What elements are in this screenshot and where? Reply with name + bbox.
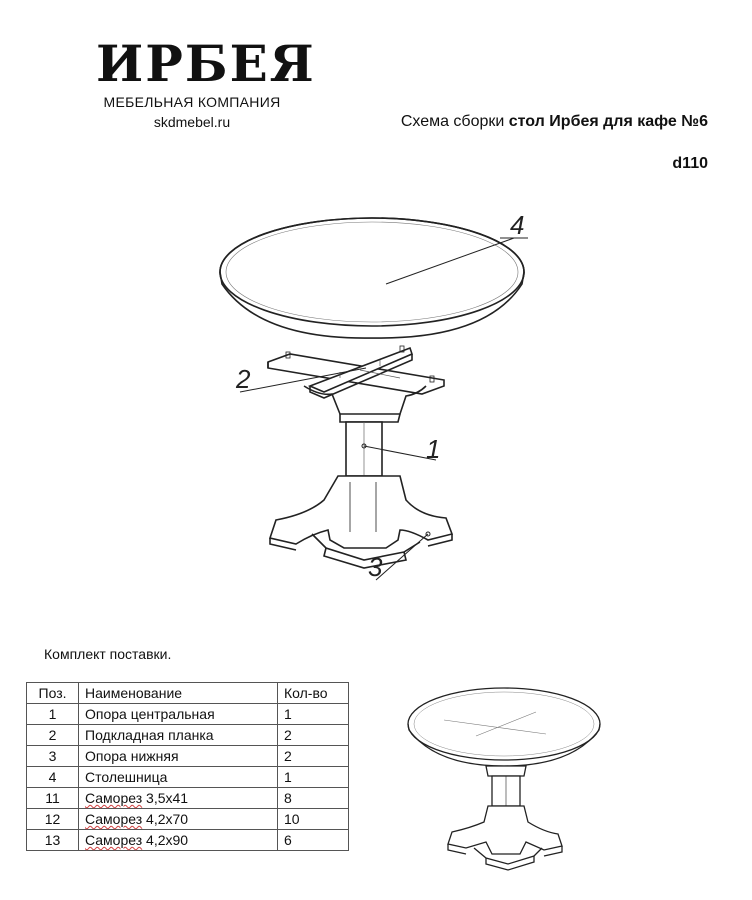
callout-2: 2 [236, 364, 251, 394]
table-row [27, 725, 349, 746]
cell-name [79, 809, 278, 830]
cell-name: Столешница [79, 767, 278, 788]
assembled-table-preview [396, 680, 616, 880]
cell-qty: 2 [278, 746, 349, 767]
table-row [27, 767, 349, 788]
cell-pos: 13 [27, 830, 79, 851]
cell-pos: 1 [27, 704, 79, 725]
base-part [270, 476, 452, 568]
cell-name [79, 788, 278, 809]
product-code: d110 [672, 155, 708, 172]
cell-qty: 8 [278, 788, 349, 809]
central-column-part [346, 422, 382, 476]
document-title [401, 113, 708, 131]
cell-pos: 11 [27, 788, 79, 809]
cell-name: Подкладная планка [79, 725, 278, 746]
callout-3: 3 [368, 552, 383, 582]
screw-word: Саморез [85, 832, 143, 848]
screw-word: Саморез [85, 811, 143, 827]
cell-qty: 6 [278, 830, 349, 851]
cell-pos: 2 [27, 725, 79, 746]
tabletop-part [220, 218, 524, 338]
kit-title: Комплект поставки. [44, 646, 172, 662]
cell-qty: 1 [278, 767, 349, 788]
title-product: стол Ирбея для кафе №6 [508, 113, 708, 130]
screw-size: 4,2х70 [142, 811, 189, 827]
table-row [27, 704, 349, 725]
table-row [27, 809, 349, 830]
table-header-row [27, 683, 349, 704]
parts-table [26, 682, 349, 851]
screw-size: 3,5х41 [142, 790, 189, 806]
cell-qty: 2 [278, 725, 349, 746]
column-header-pos: Поз. [27, 683, 79, 704]
cell-name: Опора нижняя [79, 746, 278, 767]
cell-qty: 10 [278, 809, 349, 830]
assembly-drawing [200, 200, 560, 590]
title-prefix: Схема сборки [400, 113, 505, 130]
column-header-name: Наименование [79, 683, 278, 704]
cell-name [79, 830, 278, 851]
cell-qty: 1 [278, 704, 349, 725]
cell-pos: 12 [27, 809, 79, 830]
cell-pos: 3 [27, 746, 79, 767]
company-logo [96, 34, 316, 130]
table-row [27, 746, 349, 767]
cross-bars-part [268, 346, 444, 398]
company-subtitle: МЕБЕЛЬНАЯ КОМПАНИЯ [103, 94, 281, 110]
cell-pos: 4 [27, 767, 79, 788]
website-link[interactable]: skdmebel.ru [153, 114, 231, 130]
cell-name: Опора центральная [79, 704, 278, 725]
callout-1: 1 [426, 434, 441, 464]
column-header-qty: Кол-во [278, 683, 349, 704]
screw-size: 4,2х90 [142, 832, 189, 848]
table-row [27, 788, 349, 809]
table-row [27, 830, 349, 851]
callout-4: 4 [510, 210, 525, 240]
logo-title: ИРБЕЯ [96, 34, 316, 93]
screw-word: Саморез [85, 790, 143, 806]
